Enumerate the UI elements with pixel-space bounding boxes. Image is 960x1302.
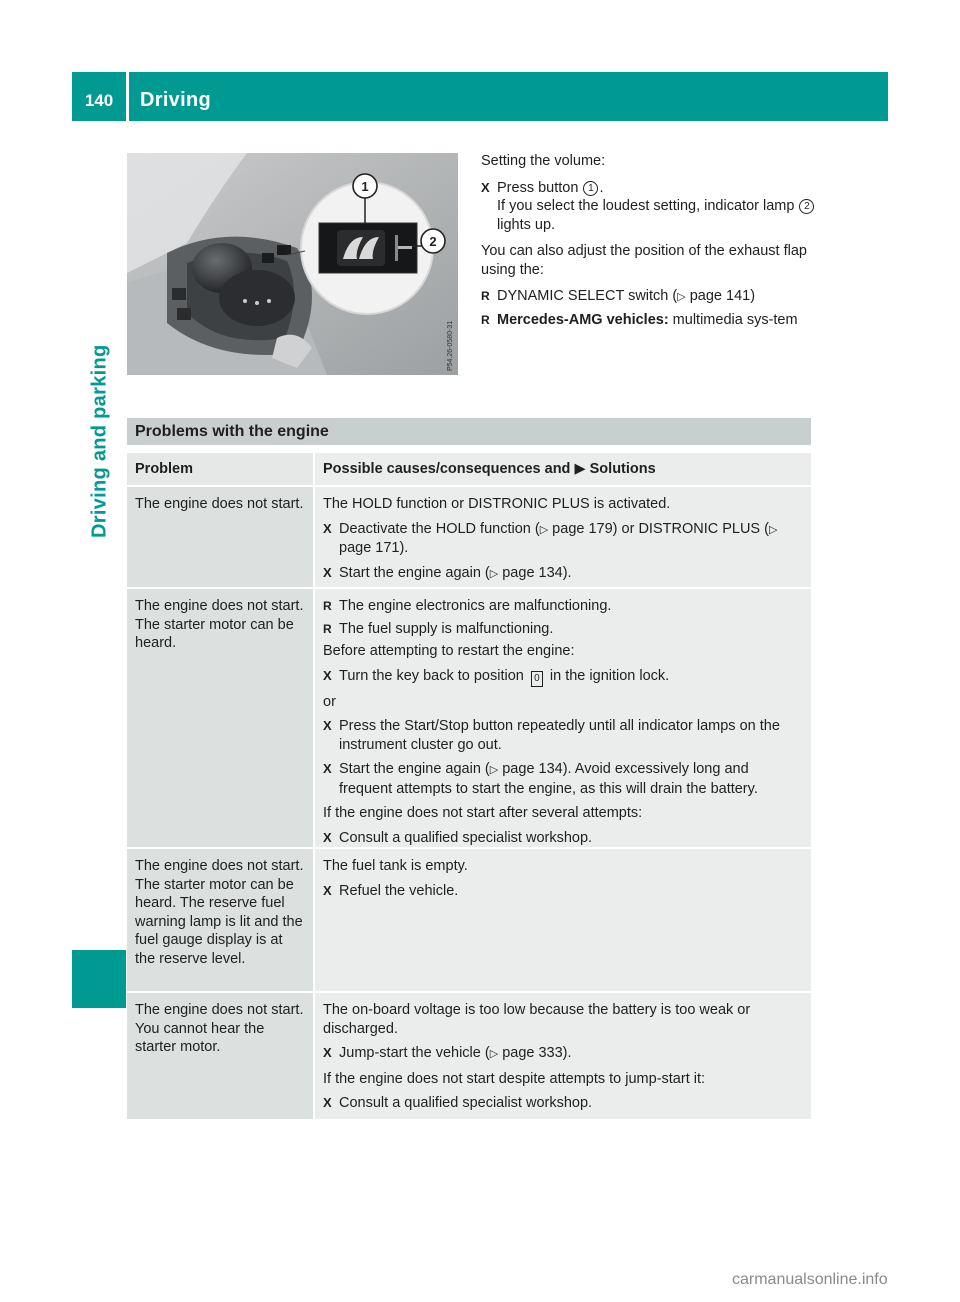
table-row: [127, 847, 811, 991]
intro-adjust: You can also adjust the position of the exhaust flap using the:: [481, 243, 807, 278]
problem-cell: The engine does not start. The starter motor can be heard. The reserve fuel warning lamp is lit and the fuel gauge display is at the reserve level.: [127, 849, 313, 991]
page-ref-icon: ▷: [489, 567, 499, 580]
page-header: [72, 72, 888, 121]
step-arrow-icon: X: [323, 1095, 332, 1110]
photo-callout-2: 2: [429, 234, 437, 249]
callout-1-icon: 1: [583, 181, 598, 196]
page-ref-icon: ▷: [489, 1048, 499, 1060]
bullet-icon: R: [481, 289, 490, 303]
solution-cell: The HOLD function or DISTRONIC PLUS is activated. X Deactivate the HOLD function (▷ page 179) or DISTRONIC PLUS (▷ page 171). X Start the engine again (▷ page 134).: [315, 487, 811, 587]
instruction-step: X Press button 1 . If you select the loudest setting, indicator lamp 2 lights up.: [481, 179, 821, 235]
instruction-step: X Turn the key back to position 0 in the ignition lock.: [323, 667, 803, 687]
key-position-icon: 0: [531, 671, 543, 687]
table-header-row: [127, 453, 811, 485]
callout-2-icon: 2: [799, 199, 814, 214]
instruction-step: X Start the engine again (▷ page 134). Avoid excessively long and frequent attempts to start the engine, as this will drain the battery.: [323, 761, 758, 797]
side-tab-label: Driving and parking: [88, 344, 111, 538]
section-title: Driving: [140, 89, 211, 111]
column-header-solutions: Possible causes/consequences and ▶ Solutions: [315, 453, 811, 485]
table-title: Problems with the engine: [127, 418, 811, 445]
table-row: [127, 991, 811, 1119]
intro-text: [481, 152, 821, 333]
step-arrow-icon: X: [323, 718, 332, 733]
page-ref-icon: ▷: [489, 764, 499, 776]
photo-callout-1: 1: [361, 179, 369, 194]
bullet-icon: R: [323, 599, 332, 613]
intro-heading: Setting the volume:: [481, 153, 606, 169]
solution-cell: The on-board voltage is too low because the battery is too weak or discharged. X Jump-start the vehicle (▷ page 333). If the engine does not start despite attempts to jump-start it: X Consult a qualified specialist workshop.: [315, 993, 811, 1119]
solution-cell: R The engine electronics are malfunctioning. R The fuel supply is malfunctioning. Before attempting to restart the engine: X Turn the key back to position 0 in the ignition lock. or X Press the Start/Stop button repeatedly until all indicator lamps on the instrument cluster go out. X Start the engine again (▷ page 134). Avoid excessively long and frequent attempts to start the engine, as this will drain the battery. If the engine does not start after several attempts: X Consult a qualified specialist workshop.: [315, 589, 811, 847]
instruction-step: X Press the Start/Stop button repeatedly until all indicator lamps on the instrument cluster go out.: [323, 718, 780, 753]
column-header-problem: Problem: [127, 453, 313, 485]
table-row: [127, 587, 811, 847]
list-item: R Mercedes-AMG vehicles: multimedia sys-tem: [481, 311, 798, 328]
page-ref-icon: ▷: [539, 523, 549, 536]
list-item: R The fuel supply is malfunctioning.: [323, 620, 554, 637]
problems-table: [127, 453, 811, 1119]
instruction-step: X Refuel the vehicle.: [323, 882, 459, 899]
list-item: R DYNAMIC SELECT switch (▷ page 141): [481, 288, 756, 304]
side-tab-marker: [72, 950, 126, 1008]
bullet-icon: R: [323, 621, 332, 636]
photo-code: P54.26-0580-31: [447, 320, 454, 371]
table-row: [127, 485, 811, 587]
problem-cell: The engine does not start. The starter motor can be heard.: [127, 589, 313, 847]
photo-illustration: [127, 153, 458, 375]
bullet-icon: R: [481, 312, 490, 327]
page-ref-icon: ▷: [677, 291, 686, 303]
step-arrow-icon: X: [481, 179, 490, 195]
instruction-step: X Consult a qualified specialist workshop.: [323, 1095, 593, 1111]
step-arrow-icon: X: [323, 667, 332, 683]
step-arrow-icon: X: [323, 882, 332, 898]
page-ref-icon: ▷: [768, 523, 778, 536]
page-number: 140: [84, 91, 114, 110]
instruction-step: X Jump-start the vehicle (▷ page 333).: [323, 1045, 572, 1061]
page-link[interactable]: page 141): [685, 288, 756, 304]
watermark: carmanualsonline.info: [732, 1271, 888, 1288]
step-arrow-icon: X: [323, 564, 332, 580]
step-arrow-icon: X: [323, 761, 332, 776]
problem-cell: The engine does not start. You cannot hear the starter motor.: [127, 993, 313, 1119]
instruction-step: X Consult a qualified specialist workshop.: [323, 829, 593, 846]
step-arrow-icon: X: [323, 829, 332, 845]
problem-cell: The engine does not start.: [127, 487, 313, 587]
step-arrow-icon: X: [323, 1045, 332, 1060]
solution-arrow-icon: ▶: [574, 461, 586, 477]
step-arrow-icon: X: [323, 520, 332, 536]
header-divider: [126, 72, 129, 121]
instruction-step: X Start the engine again (▷ page 134).: [323, 564, 572, 581]
instruction-step: X Deactivate the HOLD function (▷ page 179) or DISTRONIC PLUS (▷ page 171).: [323, 520, 778, 556]
list-item: R The engine electronics are malfunctioning.: [323, 598, 612, 614]
solution-cell: The fuel tank is empty. X Refuel the vehicle.: [315, 849, 811, 991]
controller-photo: [127, 153, 458, 375]
